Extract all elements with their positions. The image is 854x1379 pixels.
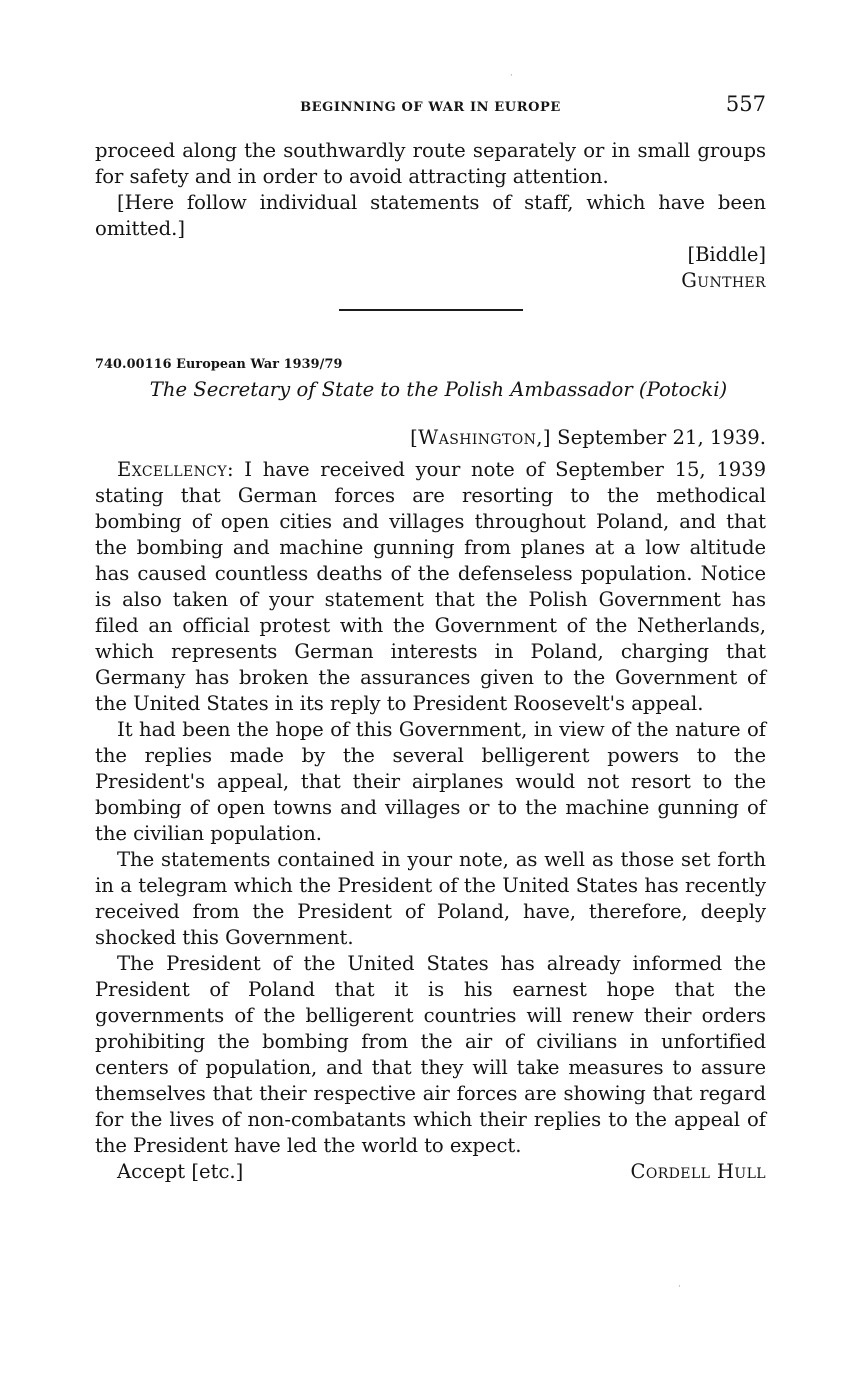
running-title: BEGINNING OF WAR IN EUROPE bbox=[300, 100, 561, 115]
paragraph-2: It had been the hope of this Government, in view of the nature of the replies made by the several belligerent powers to the President's appeal, that their airplanes would not resort to the bombing of open towns and villages or to the machine gunning of the civilian population. bbox=[95, 718, 766, 845]
scan-speck-top: · bbox=[510, 71, 513, 81]
running-header bbox=[95, 92, 766, 122]
previous-document-ending bbox=[95, 138, 766, 294]
dateline-place: [Washington,] bbox=[410, 426, 551, 449]
dateline-date: September 21, 1939. bbox=[557, 426, 766, 449]
page-number: 557 bbox=[725, 92, 766, 116]
signature: Cordell Hull bbox=[630, 1160, 766, 1183]
salutation: Excellency bbox=[117, 458, 227, 481]
omission-note: [Here follow individual statements of staff, which have been omitted.] bbox=[95, 191, 766, 240]
salutation-colon: : bbox=[226, 458, 245, 481]
dateline bbox=[95, 425, 766, 451]
section-divider bbox=[339, 309, 523, 311]
paragraph-4: The President of the United States has already informed the President of Poland that it is his earnest hope that the governments of the belligerent countries will renew their orders prohibiting the bombing from the air of civilians in unfortified centers of population, and that they will take measures to assure themselves that their respective air forces are showing that regard for the lives of non-combatants which their replies to the appeal of the President have led the world to expect. bbox=[95, 952, 766, 1157]
paragraph-1-text: I have received your note of September 15, 1939 stating that German forces are resorting to the methodical bombing of open cities and villages throughout Poland, and that the bombing and machine gunning from planes at a low altitude has caused countless deaths of the defenseless population. Notice is also taken of your statement that the Polish Government has filed an official protest with the Government of the Netherlands, which represents German interests in Poland, charging that Germany has broken the assurances given to the Government of the United States in its reply to President Roosevelt's appeal. bbox=[95, 458, 766, 715]
opening-paragraph bbox=[95, 457, 766, 717]
previous-signature: Gunther bbox=[681, 269, 766, 292]
closing-line bbox=[95, 1159, 766, 1185]
diplomatic-note bbox=[95, 356, 766, 1185]
document-page bbox=[95, 92, 766, 1185]
complimentary-close: Accept [etc.] bbox=[117, 1160, 244, 1183]
bracketed-signature: [Biddle] bbox=[687, 243, 766, 266]
scan-speck-bottom: · bbox=[678, 1282, 681, 1292]
continued-paragraph: proceed along the southwardly route separately or in small groups for safety and in order to avoid attracting attention. bbox=[95, 139, 766, 188]
file-number: 740.00116 European War 1939/79 bbox=[95, 357, 343, 372]
document-title: The Secretary of State to the Polish Ambassador (Potocki) bbox=[149, 378, 728, 401]
paragraph-3: The statements contained in your note, as well as those set forth in a telegram which the President of the United States has recently received from the President of Poland, have, therefore, deeply shocked this Government. bbox=[95, 848, 766, 949]
